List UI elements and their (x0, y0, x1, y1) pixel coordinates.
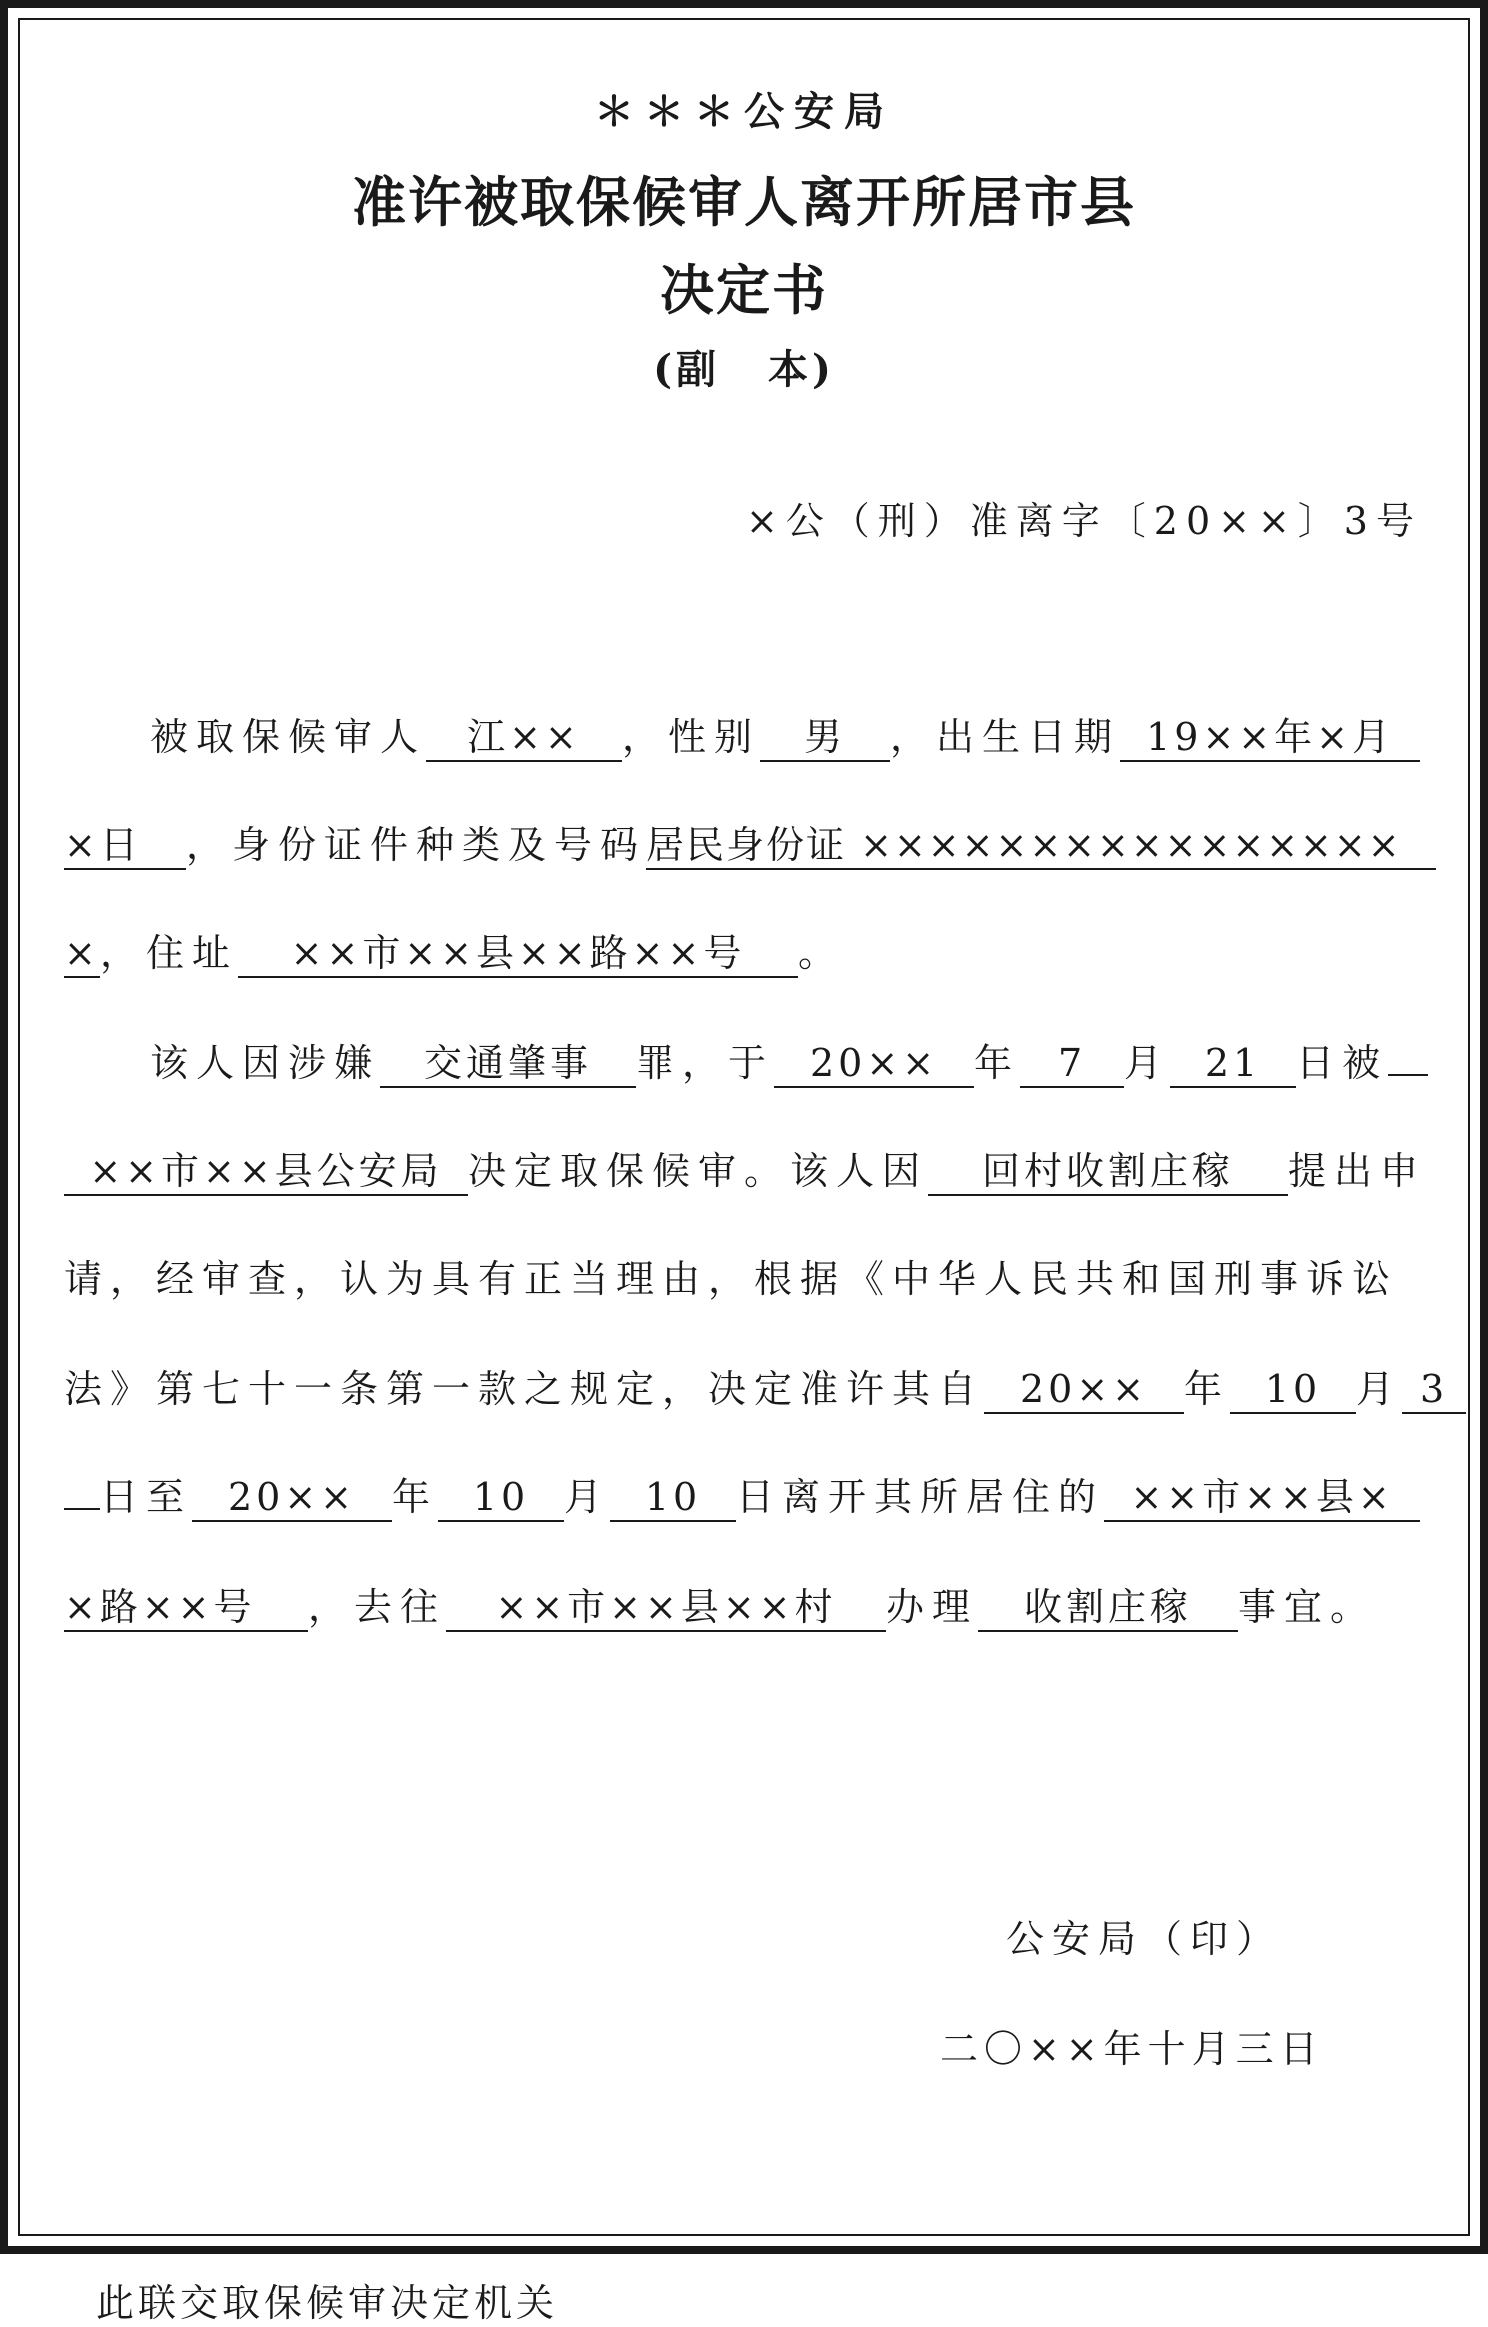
body-line-1 (64, 712, 1426, 762)
issue-date: 二〇××年十月三日 (940, 2027, 1324, 2071)
text: 被取保候审人 (150, 715, 427, 759)
field-name: 江×× (426, 714, 622, 762)
body-line-4 (64, 1038, 1426, 1088)
field-birth-date-part2: ×日 (64, 822, 186, 870)
text: 日至 (100, 1475, 193, 1519)
field-from-day: 3 (1402, 1366, 1466, 1414)
copy-label (0, 338, 1488, 395)
text: 该人因涉嫌 (150, 1041, 381, 1085)
field-matter: 收割庄稼 (978, 1584, 1238, 1632)
body-line-9 (64, 1582, 1426, 1632)
text: 月 (564, 1475, 611, 1519)
body-line-5 (64, 1146, 1426, 1196)
field-residence-part2: ×路××号 (64, 1584, 308, 1632)
field-gender: 男 (760, 714, 890, 762)
body-line-6: 请，经审查，认为具有正当理由，根据《中华人民共和国刑事诉讼 (64, 1257, 1399, 1301)
text: 年 (392, 1475, 439, 1519)
field-blank (64, 1508, 100, 1510)
text: ，性别 (622, 715, 761, 759)
text: 月 (1124, 1041, 1171, 1085)
text: 年 (974, 1041, 1021, 1085)
body-line-3 (64, 928, 1426, 978)
field-blank (1388, 1074, 1428, 1076)
field-bail-authority: ××市××县公安局 (64, 1148, 468, 1196)
document-title-line1: 准许被取保候审人离开所居市县 (352, 170, 1136, 234)
field-bail-day: 21 (1170, 1040, 1296, 1088)
text: 提出申 (1288, 1149, 1427, 1193)
field-from-year: 20×× (984, 1366, 1184, 1414)
text: ，住址 (100, 931, 239, 975)
body-line-2 (64, 820, 1426, 870)
text: 罪，于 (636, 1041, 775, 1085)
field-bail-year: 20×× (774, 1040, 974, 1088)
text: ，身份证件种类及号码 (186, 823, 647, 867)
document-title-line2: 决定书 (660, 258, 828, 322)
agency-name: ＊＊＊公安局 (594, 88, 894, 135)
text: ，出生日期 (890, 715, 1121, 759)
text: 决定取保候审。该人因 (468, 1149, 929, 1193)
issuing-authority-seal: 公安局（印） (1006, 1917, 1283, 1961)
field-to-day: 10 (610, 1474, 736, 1522)
field-id-number-part2: × (64, 930, 100, 978)
text: 办理 (886, 1585, 979, 1629)
field-to-year: 20×× (192, 1474, 392, 1522)
footer-note: 此联交取保候审决定机关 (96, 2281, 559, 2325)
body-line-8 (64, 1472, 1426, 1522)
copy-label-close: 本) (768, 346, 835, 393)
field-residence-part1: ××市××县× (1104, 1474, 1420, 1522)
copy-label-open: (副 (653, 346, 720, 393)
text: 日离开其所居住的 (736, 1475, 1105, 1519)
text: 月 (1356, 1367, 1403, 1411)
document-number: ×公（刑）准离字〔20××〕3号 (745, 499, 1422, 543)
text: 法》第七十一条第一款之规定，决定准许其自 (64, 1367, 985, 1411)
id-type: 居民身份证 (646, 823, 847, 867)
field-from-month: 10 (1230, 1366, 1356, 1414)
field-destination: ××市××县××村 (446, 1584, 886, 1632)
text: 日被 (1296, 1041, 1389, 1085)
field-to-month: 10 (438, 1474, 564, 1522)
field-crime: 交通肇事 (380, 1040, 636, 1088)
text: 。 (798, 931, 845, 975)
field-bail-month: 7 (1020, 1040, 1124, 1088)
id-number-part1: ×××××××××××××××× (860, 823, 1402, 867)
text: 年 (1184, 1367, 1231, 1411)
text: 事宜。 (1238, 1585, 1377, 1629)
field-address: ××市××县××路××号 (238, 930, 798, 978)
text: ，去往 (308, 1585, 447, 1629)
body-line-7 (64, 1364, 1449, 1414)
field-id-info (646, 822, 1436, 870)
field-reason: 回村收割庄稼 (928, 1148, 1288, 1196)
field-birth-date-part1: 19××年×月 (1120, 714, 1420, 762)
